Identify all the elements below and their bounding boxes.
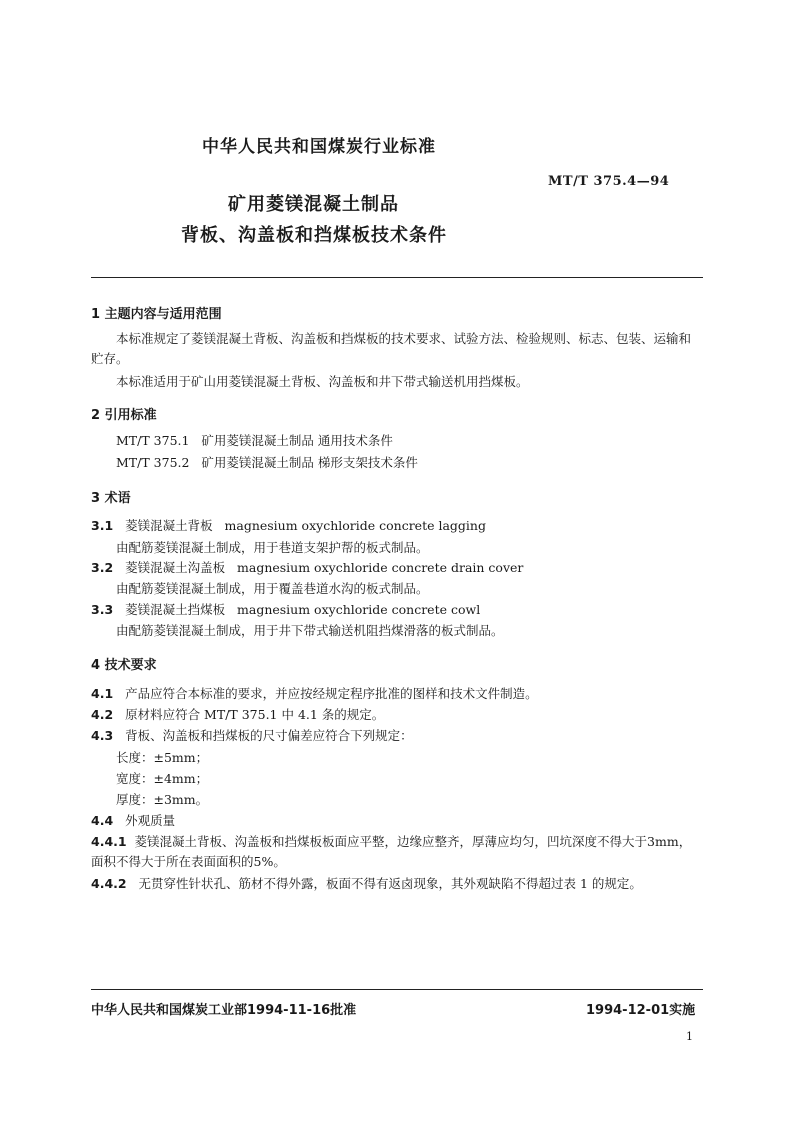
reference-2 <box>116 453 418 473</box>
reference-2-title: 矿用菱镁混凝土制品 梯形支架技术条件 <box>201 455 418 470</box>
term-3-3-definition: 由配筋菱镁混凝土制成，用于井下带式输送机阻挡煤滑落的板式制品。 <box>116 623 504 638</box>
section-1-para1: 本标准规定了菱镁混凝土背板、沟盖板和挡煤板的技术要求、试验方法、检验规则、标志、包装、运输和贮存。 <box>91 331 692 366</box>
clause-4-1 <box>91 684 538 704</box>
term-3-1-number: 3.1 <box>91 518 114 533</box>
reference-1 <box>116 431 393 451</box>
clause-4-1-number: 4.1 <box>91 686 114 701</box>
page-number: 1 <box>686 1030 693 1043</box>
clause-4-3-number: 4.3 <box>91 728 114 743</box>
clause-4-4-1-number: 4.4.1 <box>91 834 127 849</box>
clause-4-4-number: 4.4 <box>91 813 114 828</box>
reference-1-code: MT/T 375.1 <box>116 433 190 448</box>
term-3-2 <box>91 558 523 578</box>
clause-4-2-number: 4.2 <box>91 707 114 722</box>
clause-4-4-2-number: 4.4.2 <box>91 876 127 891</box>
term-3-2-number: 3.2 <box>91 560 114 575</box>
term-3-3-english: magnesium oxychloride concrete cowl <box>237 602 481 617</box>
issuing-authority: 中华人民共和国煤炭工业部1994-11-16批准 <box>91 1003 357 1018</box>
tolerance-length: 长度：±5mm； <box>116 750 209 765</box>
doc-title-line2: 背板、沟盖板和挡煤板技术条件 <box>181 225 447 246</box>
clause-4-4-1-text: 菱镁混凝土背板、沟盖板和挡煤板板面应平整，边缘应整齐，厚薄应均匀，凹坑深度不得大于3mm，面积不得大于所在表面面积的5%。 <box>91 834 692 869</box>
clause-4-3 <box>91 726 413 746</box>
standard-code: MT/T 375.4—94 <box>548 174 670 189</box>
section-1-heading: 1 主题内容与适用范围 <box>91 307 222 322</box>
term-3-1 <box>91 516 486 536</box>
clause-4-4-text: 外观质量 <box>125 813 176 828</box>
term-3-3-number: 3.3 <box>91 602 114 617</box>
clause-4-1-text: 产品应符合本标准的要求，并应按经规定程序批准的图样和技术文件制造。 <box>125 686 538 701</box>
section-4-heading: 4 技术要求 <box>91 658 157 673</box>
tolerance-width: 宽度：±4mm； <box>116 771 209 786</box>
doc-title-line1: 矿用菱镁混凝土制品 <box>228 194 399 215</box>
standard-category: 中华人民共和国煤炭行业标准 <box>202 137 436 157</box>
clause-4-4-1 <box>91 832 703 872</box>
term-3-1-english: magnesium oxychloride concrete lagging <box>224 518 486 533</box>
section-1-para2: 本标准适用于矿山用菱镁混凝土背板、沟盖板和井下带式输送机用挡煤板。 <box>116 374 529 389</box>
clause-4-4-2 <box>91 874 642 894</box>
clause-4-2-text: 原材料应符合 MT/T 375.1 中 4.1 条的规定。 <box>125 707 385 722</box>
term-3-2-english: magnesium oxychloride concrete drain cover <box>237 560 524 575</box>
clause-4-2 <box>91 705 384 725</box>
term-3-2-name: 菱镁混凝土沟盖板 <box>125 560 226 575</box>
term-3-2-definition: 由配筋菱镁混凝土制成，用于覆盖巷道水沟的板式制品。 <box>116 581 429 596</box>
term-3-1-name: 菱镁混凝土背板 <box>125 518 213 533</box>
effective-date: 1994-12-01实施 <box>586 1003 696 1018</box>
term-3-3 <box>91 600 480 620</box>
header-divider <box>91 277 703 278</box>
reference-2-code: MT/T 375.2 <box>116 455 190 470</box>
term-3-3-name: 菱镁混凝土挡煤板 <box>125 602 226 617</box>
footer-divider <box>91 989 703 990</box>
clause-4-4 <box>91 811 175 831</box>
clause-4-4-2-text: 无贯穿性针状孔、筋材不得外露，板面不得有返卤现象，其外观缺陷不得超过表 1 的规定。 <box>138 876 642 891</box>
clause-4-3-text: 背板、沟盖板和挡煤板的尺寸偏差应符合下列规定： <box>125 728 413 743</box>
term-3-1-definition: 由配筋菱镁混凝土制成，用于巷道支架护帮的板式制品。 <box>116 540 429 555</box>
section-3-heading: 3 术语 <box>91 491 131 506</box>
tolerance-thickness: 厚度：±3mm。 <box>116 792 209 807</box>
section-2-heading: 2 引用标准 <box>91 408 157 423</box>
reference-1-title: 矿用菱镁混凝土制品 通用技术条件 <box>201 433 393 448</box>
